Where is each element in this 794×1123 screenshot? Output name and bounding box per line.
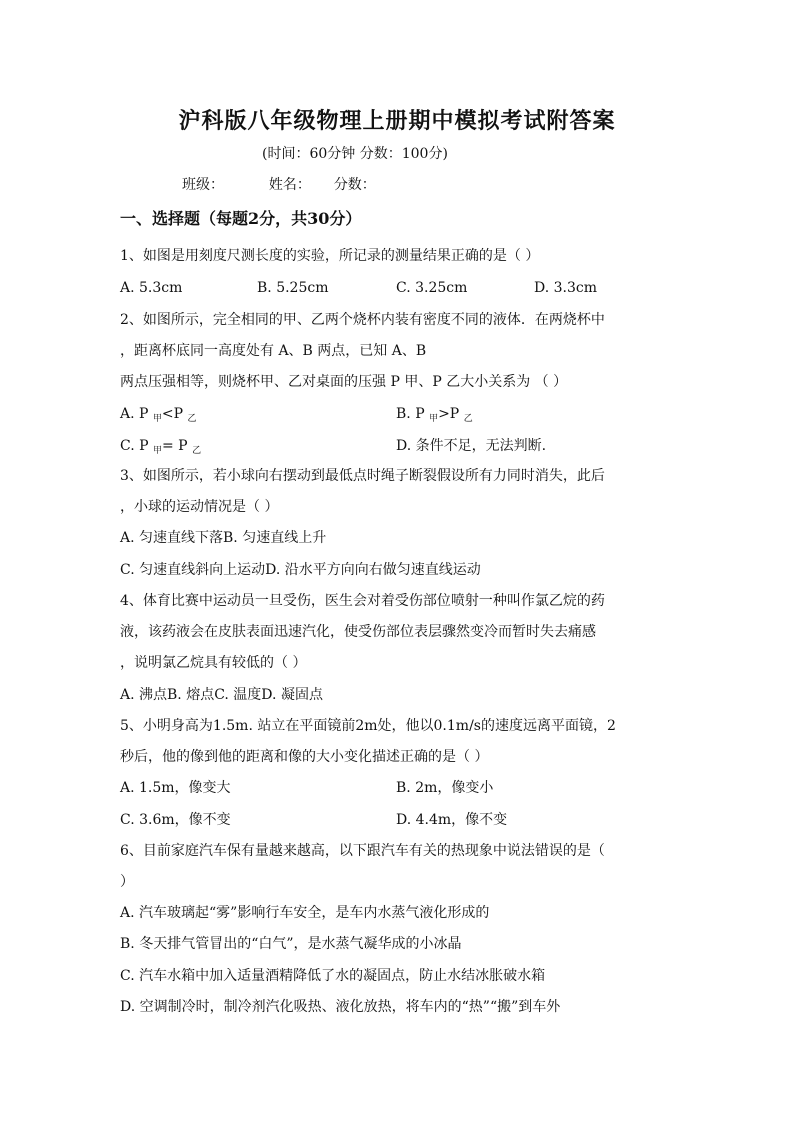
q1-option-a: A. 5.3cm (120, 280, 183, 296)
student-info (182, 175, 376, 195)
q1-option-d: D. 3.3cm (534, 280, 598, 296)
q2-option-a: A. P $_甲$<P $_乙$ (120, 406, 197, 424)
q5-option-b: B. 2m，像变小 (396, 780, 494, 796)
question-1: 1、如图是用刻度尺测长度的实验，所记录的测量结果正确的是（ ） (120, 248, 540, 264)
question-2-line-2: ，距离杯底同一高度处有 A、B 两点，已知 A、B (120, 343, 427, 359)
q1-option-b: B. 5.25cm (257, 280, 329, 296)
q6-option-d: D. 空调制冷时，制冷剂汽化吸热、液化放热，将车内的“热”“搬”到车外 (120, 999, 561, 1015)
question-4-line-1: 4、体育比赛中运动员一旦受伤，医生会对着受伤部位喷射一种叫作氯乙烷的药 (120, 593, 605, 609)
question-5-line-2: 秒后，他的像到他的距离和像的大小变化描述正确的是（ ） (120, 749, 489, 765)
class-label: 班级： (182, 177, 224, 193)
q2-option-b: B. P $_甲$>P $_乙$ (396, 406, 473, 424)
q6-option-a: A. 汽车玻璃起“雾”影响行车安全，是车内水蒸气液化形成的 (120, 905, 490, 921)
q6-option-b: B. 冬天排气管冒出的“白气”，是水蒸气凝华成的小冰晶 (120, 936, 462, 952)
page-title: 沪科版八年级物理上册期中模拟考试附答案 (178, 108, 616, 134)
score-label: 分数： (333, 177, 376, 193)
q2-option-c: C. P $_甲$= P $_乙$ (120, 438, 202, 456)
section-heading: 一、选择题（每题2分，共30分） (120, 209, 362, 228)
exam-time-score: (时间：60分钟 分数：100分) (262, 146, 448, 162)
question-4-line-3: ，说明氯乙烷具有较低的（ ） (120, 655, 307, 671)
question-4-line-2: 液，该药液会在皮肤表面迅速汽化，使受伤部位表层骤然变冷而暂时失去痛感 (120, 624, 596, 640)
q5-option-c: C. 3.6m，像不变 (120, 812, 231, 828)
question-2-line-1: 2、如图所示，完全相同的甲、乙两个烧杯内装有密度不同的液体．在两烧杯中 (120, 312, 605, 328)
q5-option-a: A. 1.5m，像变大 (120, 780, 231, 796)
q4-options: A. 沸点B. 熔点C. 温度D. 凝固点 (120, 687, 323, 703)
question-6-line-1: 6、目前家庭汽车保有量越来越高，以下跟汽车有关的热现象中说法错误的是（ (120, 843, 605, 859)
question-5-line-1: 5、小明身高为1.5m. 站立在平面镜前2m处，他以0.1m/s的速度远离平面镜，2 (120, 718, 616, 734)
q5-option-d: D. 4.4m，像不变 (396, 812, 508, 828)
q6-option-c: C. 汽车水箱中加入适量酒精降低了水的凝固点，防止水结冰胀破水箱 (120, 968, 546, 984)
question-3-line-1: 3、如图所示，若小球向右摆动到最低点时绳子断裂假设所有力同时消失，此后 (120, 468, 605, 484)
q3-options-cd: C. 匀速直线斜向上运动D. 沿水平方向向右做匀速直线运动 (120, 562, 481, 578)
q3-options-ab: A. 匀速直线下落B. 匀速直线上升 (120, 530, 327, 546)
name-label: 姓名： (268, 177, 311, 193)
question-6-line-2: ） (120, 874, 134, 890)
question-2-line-3: 两点压强相等，则烧杯甲、乙对桌面的压强 P 甲、P 乙大小关系为 （ ） (120, 374, 568, 390)
q2-option-d: D. 条件不足，无法判断. (396, 438, 547, 454)
q1-option-c: C. 3.25cm (396, 280, 468, 296)
question-3-line-2: ，小球的运动情况是（ ） (120, 499, 279, 515)
